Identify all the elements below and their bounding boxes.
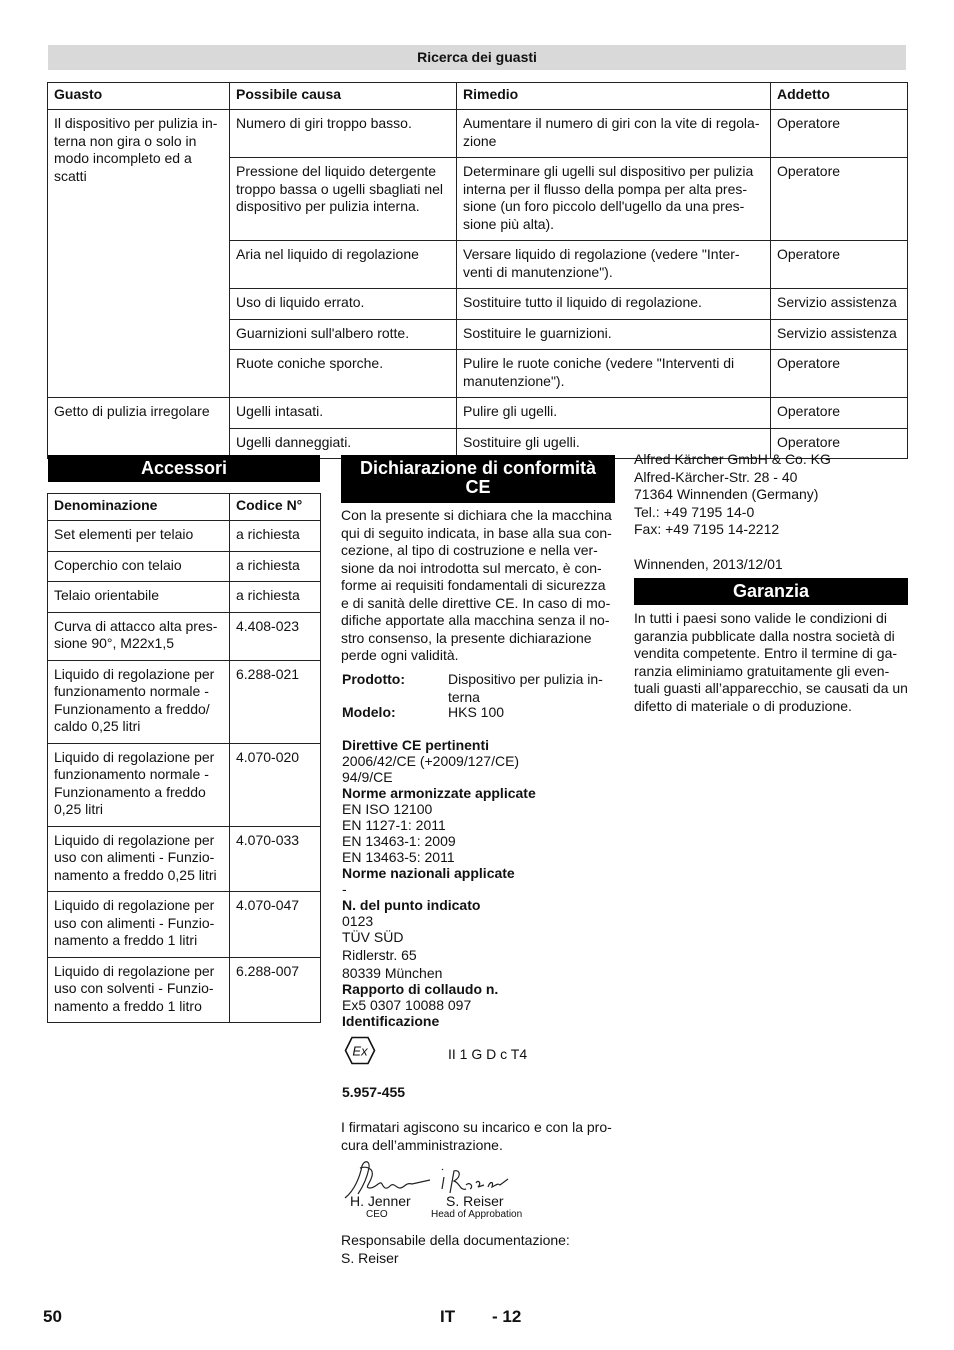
cause-cell: Numero di giri troppo basso. — [230, 110, 457, 158]
accessory-code: a richiesta — [230, 582, 321, 613]
accessory-name: Set elementi per telaio — [48, 521, 230, 552]
warranty-text: In tutti i paesi sono valide le condizioni di garanzia pubblicate dalla nostra società di vendita competente. Entro il termine di ga-ranzia eliminiamo gratuitamente gli even-tuali guasti all’apparecchio, se causati da un difetto di materiale o di produzione. — [634, 610, 908, 714]
responsible-name: S. Reiser — [341, 1249, 399, 1266]
signer1-name: H. Jenner — [350, 1193, 411, 1209]
responsible-cell: Servizio assistenza — [771, 319, 908, 350]
company-line: Fax: +49 7195 14-2212 — [634, 521, 780, 537]
remedy-cell: Sostituire le guarnizioni. — [457, 319, 771, 350]
accessory-code: 4.070-033 — [230, 826, 321, 892]
harmonized-item: EN ISO 12100 — [342, 801, 433, 817]
signer2-role: Head of Approbation — [431, 1209, 523, 1220]
cause-cell: Ugelli intasati. — [230, 398, 457, 429]
responsible-label: Responsabile della documentazione: — [341, 1232, 570, 1248]
remedy-cell: Aumentare il numero di giri con la vite di regola-zione — [457, 110, 771, 158]
company-line: 71364 Winnenden (Germany) — [634, 486, 819, 502]
declaration-title-line2: CE — [465, 477, 491, 497]
identification-value: II 1 G D c T4 — [448, 1046, 528, 1062]
remedy-cell: Pulire le ruote coniche (vedere "Interventi di manutenzione"). — [457, 350, 771, 398]
declaration-details — [342, 737, 617, 1029]
accessory-name: Telaio orientabile — [48, 582, 230, 613]
accessories-table — [47, 493, 321, 1023]
troubleshooting-title: Ricerca dei guasti — [48, 45, 906, 70]
cause-cell: Ruote coniche sporche. — [230, 350, 457, 398]
cause-cell: Aria nel liquido di regolazione — [230, 241, 457, 289]
header-code: Codice N° — [230, 494, 321, 521]
responsible-cell: Servizio assistenza — [771, 289, 908, 320]
fault-cell: Il dispositivo per pulizia in-terna non gira o solo in modo incompleto ed a scatti — [48, 110, 230, 398]
remedy-cell: Pulire gli ugelli. — [457, 398, 771, 429]
directives-label: Direttive CE pertinenti — [342, 737, 490, 753]
model-value: HKS 100 — [448, 704, 505, 720]
document-number: 5.957-455 — [342, 1084, 406, 1100]
declaration-intro: Con la presente si dichiara che la macchina qui di seguito indicata, in base alla sua con-cezione, al tipo di costruzione e nella ver-sione da noi introdotta sul mercato, è con-forme ai requisiti fondamentali di sicurezza e di sanità delle direttive CE. In caso di mo-difiche apportate alla macchina senza il no-stro consenso, la presente dichiarazione perde ogni validità. — [341, 507, 612, 663]
remedy-cell: Sostituire gli ugelli. — [457, 428, 771, 459]
product-info — [342, 671, 617, 722]
responsible-cell: Operatore — [771, 428, 908, 459]
accessory-code: 6.288-021 — [230, 660, 321, 743]
directive-item: 94/9/CE — [342, 769, 393, 785]
cause-cell: Ugelli danneggiati. — [230, 428, 457, 459]
directive-item: 2006/42/CE (+2009/127/CE) — [342, 753, 520, 769]
harmonized-item: EN 13463-1: 2009 — [342, 833, 456, 849]
accessory-name: Curva di attacco alta pres-sione 90°, M22x1,5 — [48, 612, 230, 660]
accessory-name: Liquido di regolazione per funzionamento normale - Funzionamento a freddo/ caldo 0,25 litri — [48, 660, 230, 743]
notified-item: 0123 — [342, 913, 374, 929]
notified-item: 80339 München — [342, 965, 443, 981]
company-address — [634, 451, 908, 574]
ex-symbol-text: Ex — [352, 1043, 368, 1059]
cause-cell: Pressione del liquido detergente troppo bassa o ugelli sbagliati nel dispositivo per pulizia interna. — [230, 158, 457, 241]
model-label: Modelo: — [342, 704, 396, 720]
warranty-heading: Garanzia — [634, 578, 908, 605]
header-fault: Guasto — [48, 83, 230, 110]
header-responsible: Addetto — [771, 83, 908, 110]
report-value: Ex5 0307 10088 097 — [342, 997, 472, 1013]
accessory-code: 6.288-007 — [230, 957, 321, 1023]
product-label: Prodotto: — [342, 671, 405, 687]
remedy-cell: Sostituire tutto il liquido di regolazione. — [457, 289, 771, 320]
accessory-code: a richiesta — [230, 551, 321, 582]
remedy-cell: Determinare gli ugelli sul dispositivo per pulizia interna per il flusso della pompa per alta pres-sione (un foro piccolo dell'ugello da una pres-sione più alta). — [457, 158, 771, 241]
ex-hexagon-icon — [344, 1036, 376, 1065]
accessory-code: 4.070-020 — [230, 743, 321, 826]
header-cause: Possibile causa — [230, 83, 457, 110]
report-label: Rapporto di collaudo n. — [342, 981, 499, 997]
accessory-name: Coperchio con telaio — [48, 551, 230, 582]
harmonized-item: EN 13463-5: 2011 — [342, 849, 455, 865]
declaration-title-line1: Dichiarazione di conformità — [359, 458, 597, 478]
national-label: Norme nazionali applicate — [342, 865, 515, 881]
accessory-code: 4.408-023 — [230, 612, 321, 660]
national-value: - — [342, 881, 347, 897]
accessory-name: Liquido di regolazione per uso con alimenti - Funzio-namento a freddo 1 litri — [48, 892, 230, 958]
sub-page-number: - 12 — [492, 1307, 522, 1326]
notified-label: N. del punto indicato — [342, 897, 481, 913]
company-line: Alfred-Kärcher-Str. 28 - 40 — [634, 468, 798, 485]
notified-item: Ridlerstr. 65 — [342, 947, 417, 963]
troubleshooting-table — [47, 82, 908, 459]
harmonized-label: Norme armonizzate applicate — [342, 785, 536, 801]
responsible-cell: Operatore — [771, 350, 908, 398]
fault-cell: Getto di pulizia irregolare — [48, 398, 230, 459]
company-line: Tel.: +49 7195 14-0 — [634, 503, 755, 520]
accessory-code: 4.070-047 — [230, 892, 321, 958]
cause-cell: Uso di liquido errato. — [230, 289, 457, 320]
language-code: IT — [440, 1307, 456, 1326]
page-number: 50 — [43, 1307, 62, 1326]
declaration-heading — [341, 455, 615, 503]
signers-note: I firmatari agiscono su incarico e con la pro-cura dell’amministrazione. — [341, 1119, 612, 1153]
responsible-cell: Operatore — [771, 110, 908, 158]
documentation-responsible — [341, 1232, 570, 1267]
accessories-heading: Accessori — [48, 455, 320, 482]
responsible-cell: Operatore — [771, 158, 908, 241]
product-value: Dispositivo per pulizia in-terna — [448, 671, 603, 705]
header-designation: Denominazione — [48, 494, 230, 521]
cause-cell: Guarnizioni sull'albero rotte. — [230, 319, 457, 350]
notified-item: TÜV SÜD — [342, 929, 404, 945]
identification-label: Identificazione — [342, 1013, 440, 1029]
accessory-name: Liquido di regolazione per uso con alimenti - Funzio-namento a freddo 0,25 litri — [48, 826, 230, 892]
signer2-name: S. Reiser — [446, 1193, 504, 1209]
accessory-name: Liquido di regolazione per funzionamento normale - Funzionamento a freddo 0,25 litri — [48, 743, 230, 826]
signer1-role: CEO — [366, 1209, 388, 1220]
remedy-cell: Versare liquido di regolazione (vedere "Inter-venti di manutenzione"). — [457, 241, 771, 289]
accessory-code: a richiesta — [230, 521, 321, 552]
harmonized-item: EN 1127-1: 2011 — [342, 817, 446, 833]
company-line: Alfred Kärcher GmbH & Co. KG — [634, 451, 831, 467]
accessory-name: Liquido di regolazione per uso con solventi - Funzio-namento a freddo 1 litro — [48, 957, 230, 1023]
responsible-cell: Operatore — [771, 241, 908, 289]
responsible-cell: Operatore — [771, 398, 908, 429]
header-remedy: Rimedio — [457, 83, 771, 110]
place-date: Winnenden, 2013/12/01 — [634, 556, 783, 572]
